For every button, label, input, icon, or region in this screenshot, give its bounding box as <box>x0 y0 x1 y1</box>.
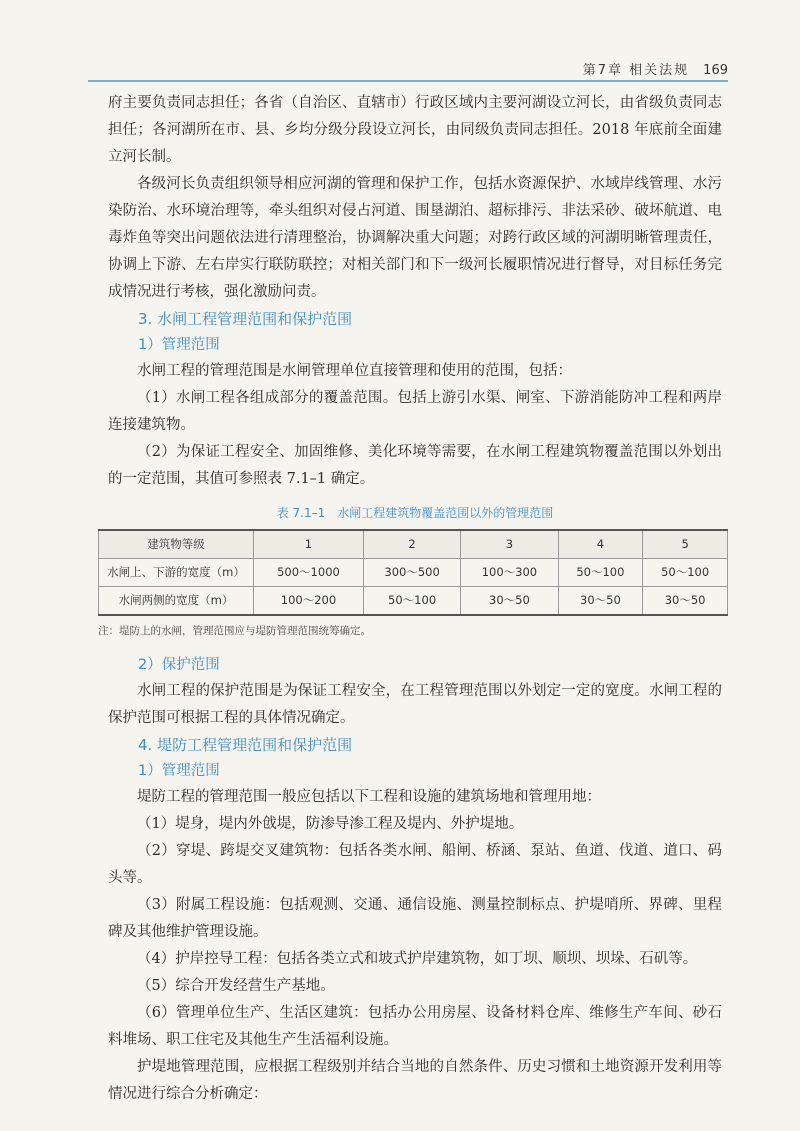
list-item: （1）堤身，堤内外戗堤，防渗导渗工程及堤内、外护堤地。 <box>137 816 524 832</box>
list-item: （2）穿堤、跨堤交叉建筑物：包括各类水闸、船闸、桥涵、泵站、鱼道、伐道、道口、码头等。 <box>108 843 722 886</box>
paragraph-river-chief-2: 各级河长负责组织领导相应河湖的管理和保护工作，包括水资源保护、水域岸线管理、水污染防治、水环境治理等，牵头组织对侵占河道、围垦湖泊、超标排污、非法采砂、破坏航道、电毒炸鱼等突出问题依法进行清理整治，协调解决重大问题；对跨行政区域的河湖明晰管理责任，协调上下游、左右岸实行联防联控；对相关部门和下一级河长履职情况进行督导，对目标任务完成情况进行考核，强化激励问责。 <box>108 176 722 300</box>
paragraph-river-chief-1: 府主要负责同志担任；各省（自治区、直辖市）行政区域内主要河湖设立河长，由省级负责同志担任；各河湖所在市、县、乡均分级分段设立河长，由同级负责同志担任。2018 年底前全面建立河长制。 <box>108 95 722 165</box>
list-item: （4）护岸控导工程：包括各类立式和坡式护岸建筑物，如丁坝、顺坝、坝垛、石矶等。 <box>137 951 698 967</box>
section-3-heading: 3. 水闸工程管理范围和保护范围 <box>138 310 353 328</box>
page-body <box>98 90 722 1108</box>
table-cell: 30～50 <box>558 587 643 616</box>
list-item: （6）管理单位生产、生活区建筑：包括办公用房屋、设备材料仓库、维修生产车间、砂石料堆场、职工住宅及其他生产生活福利设施。 <box>108 1005 722 1048</box>
header-rule <box>88 80 728 82</box>
page-number: 169 <box>703 63 728 78</box>
section-3-2-heading: 2）保护范围 <box>138 657 220 673</box>
section-4-1-heading: 1）管理范围 <box>138 763 220 779</box>
section-4-heading: 4. 堤防工程管理范围和保护范围 <box>138 736 353 754</box>
table-cell: 100～200 <box>254 587 364 616</box>
section-3-1-item-2: （2）为保证工程安全、加固维修、美化环境等需要，在水闸工程建筑物覆盖范围以外划出的一定范围，其值可参照表 7.1–1 确定。 <box>108 444 722 487</box>
table-cell: 300～500 <box>363 559 460 587</box>
table-row <box>99 587 728 616</box>
table-header-cell: 2 <box>363 530 460 559</box>
running-header <box>88 50 728 78</box>
chapter-title: 第7章 相关法规 <box>582 63 690 78</box>
table-header-label: 建筑物等级 <box>99 530 254 559</box>
section-3-1-intro: 水闸工程的管理范围是水闸管理单位直接管理和使用的范围，包括： <box>137 363 572 379</box>
section-4-1-intro: 堤防工程的管理范围一般应包括以下工程和设施的建筑场地和管理用地： <box>137 789 601 805</box>
table-header-cell: 3 <box>461 530 558 559</box>
section-4-1-closing: 护堤地管理范围，应根据工程级别并结合当地的自然条件、历史习惯和土地资源开发利用等情况进行综合分析确定： <box>108 1059 722 1102</box>
table-cell: 100～300 <box>461 559 558 587</box>
table-cell: 30～50 <box>643 587 728 616</box>
table-row-label: 水闸上、下游的宽度（m） <box>99 559 254 587</box>
section-3-1-item-1: （1）水闸工程各组成部分的覆盖范围。包括上游引水渠、闸室、下游消能防冲工程和两岸连接建筑物。 <box>108 390 722 433</box>
section-3-2-text: 水闸工程的保护范围是为保证工程安全，在工程管理范围以外划定一定的宽度。水闸工程的保护范围可根据工程的具体情况确定。 <box>108 683 722 726</box>
table-row-label: 水闸两侧的宽度（m） <box>99 587 254 616</box>
table-cell: 50～100 <box>558 559 643 587</box>
table-header-row <box>99 530 728 559</box>
section-3-1-heading: 1）管理范围 <box>138 337 220 353</box>
management-range-table <box>98 529 728 616</box>
list-item: （5）综合开发经营生产基地。 <box>137 978 335 994</box>
table-cell: 30～50 <box>461 587 558 616</box>
table-header-cell: 1 <box>254 530 364 559</box>
table-cell: 50～100 <box>643 559 728 587</box>
table-cell: 50～100 <box>363 587 460 616</box>
table-cell: 500～1000 <box>254 559 364 587</box>
table-header-cell: 5 <box>643 530 728 559</box>
table-header-cell: 4 <box>558 530 643 559</box>
table-note: 注：堤防上的水闸，管理范围应与堤防管理范围统筹确定。 <box>98 625 371 637</box>
table-caption: 表 7.1–1 水闸工程建筑物覆盖范围以外的管理范围 <box>276 506 554 520</box>
list-item: （3）附属工程设施：包括观测、交通、通信设施、测量控制标点、护堤哨所、界碑、里程碑及其他维护管理设施。 <box>108 897 722 940</box>
table-wrapper <box>98 529 728 616</box>
table-row <box>99 559 728 587</box>
